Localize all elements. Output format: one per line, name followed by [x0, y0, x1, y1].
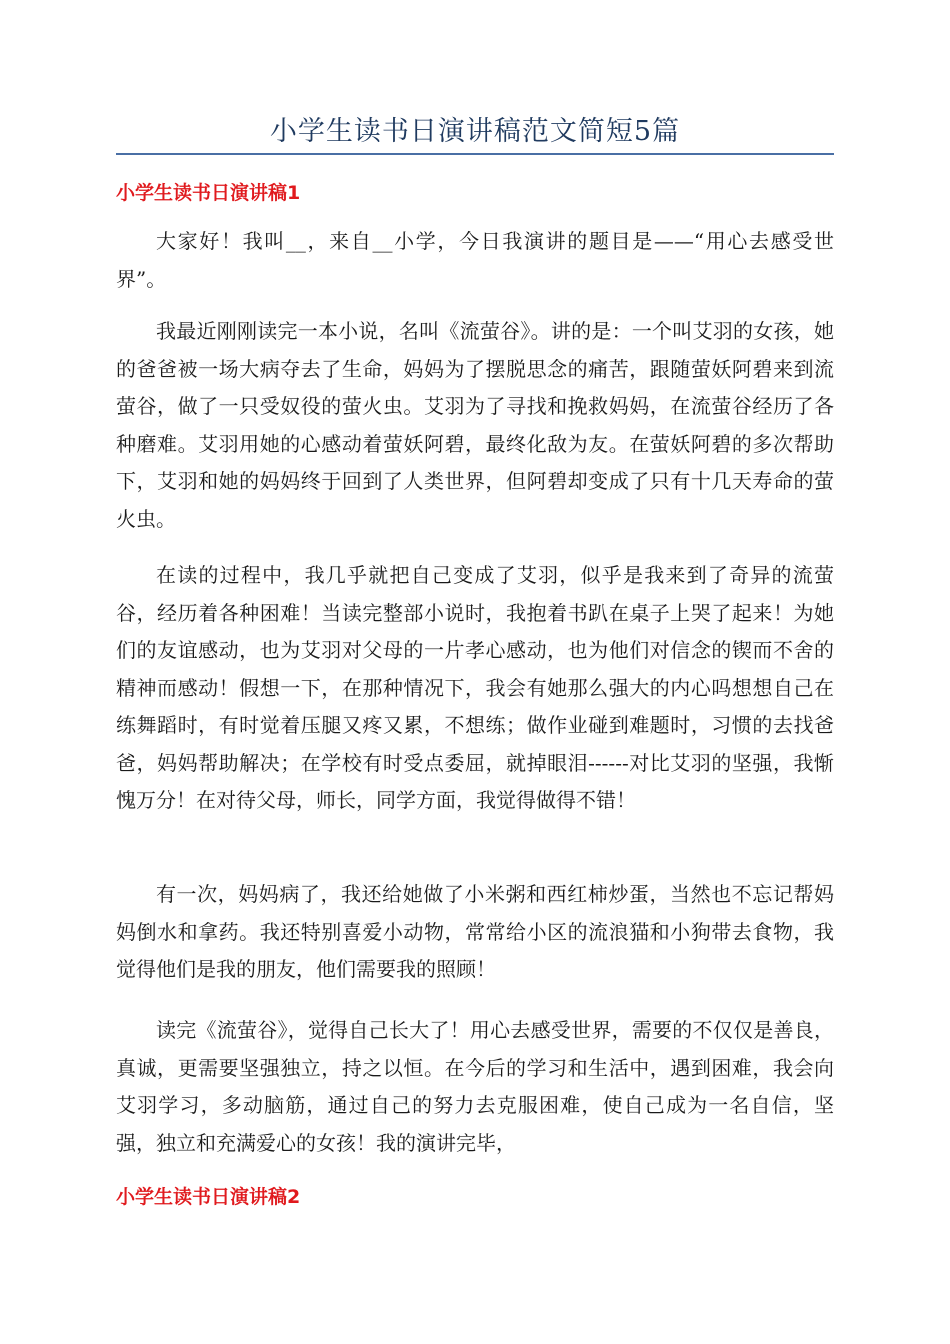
paragraph-1-2: 我最近刚刚读完一本小说，名叫《流萤谷》。讲的是：一个叫艾羽的女孩，她的爸爸被一场大病夺去了生命，妈妈为了摆脱思念的痛苦，跟随萤妖阿碧来到流萤谷，做了一只受奴役的萤火虫。艾羽为了寻找和挽救妈妈，在流萤谷经历了各种磨难。艾羽用她的心感动着萤妖阿碧，最终化敌为友。在萤妖阿碧的多次帮助下，艾羽和她的妈妈终于回到了人类世界，但阿碧却变成了只有十几天寿命的萤火虫。 — [116, 319, 834, 531]
document-title: 小学生读书日演讲稿范文简短5篇 — [269, 116, 681, 147]
paragraph-1-5: 读完《流萤谷》，觉得自己长大了！用心去感受世界，需要的不仅仅是善良，真诚，更需要坚强独立，持之以恒。在今后的学习和生活中，遇到困难，我会向艾羽学习，多动脑筋，通过自己的努力去克服困难，使自己成为一名自信，坚强，独立和充满爱心的女孩！我的演讲完毕， — [116, 1018, 834, 1155]
document-page — [116, 0, 834, 1344]
title-underline — [116, 153, 834, 155]
section-heading-2: 小学生读书日演讲稿2 — [116, 1186, 301, 1208]
paragraph-1-4: 有一次，妈妈病了，我还给她做了小米粥和西红柿炒蛋，当然也不忘记帮妈妈倒水和拿药。我还特别喜爱小动物，常常给小区的流浪猫和小狗带去食物，我觉得他们是我的朋友，他们需要我的照顾！ — [116, 882, 834, 981]
paragraph-1-3: 在读的过程中，我几乎就把自己变成了艾羽，似乎是我来到了奇异的流萤谷，经历着各种困难！当读完整部小说时，我抱着书趴在桌子上哭了起来！为她们的友谊感动，也为艾羽对父母的一片孝心感动，也为他们对信念的锲而不舍的精神而感动！假想一下，在那种情况下，我会有她那么强大的内心吗想想自己在练舞蹈时，有时觉着压腿又疼又累，不想练；做作业碰到难题时，习惯的去找爸爸，妈妈帮助解决；在学校有时受点委屈，就掉眼泪------对比艾羽的坚强，我惭愧万分！在对待父母，师长，同学方面，我觉得做得不错！ — [116, 563, 834, 812]
paragraph-1-1: 大家好！我叫__，来自__小学，今日我演讲的题目是——“用心去感受世界”。 — [116, 229, 834, 291]
section-heading-1: 小学生读书日演讲稿1 — [116, 182, 301, 204]
